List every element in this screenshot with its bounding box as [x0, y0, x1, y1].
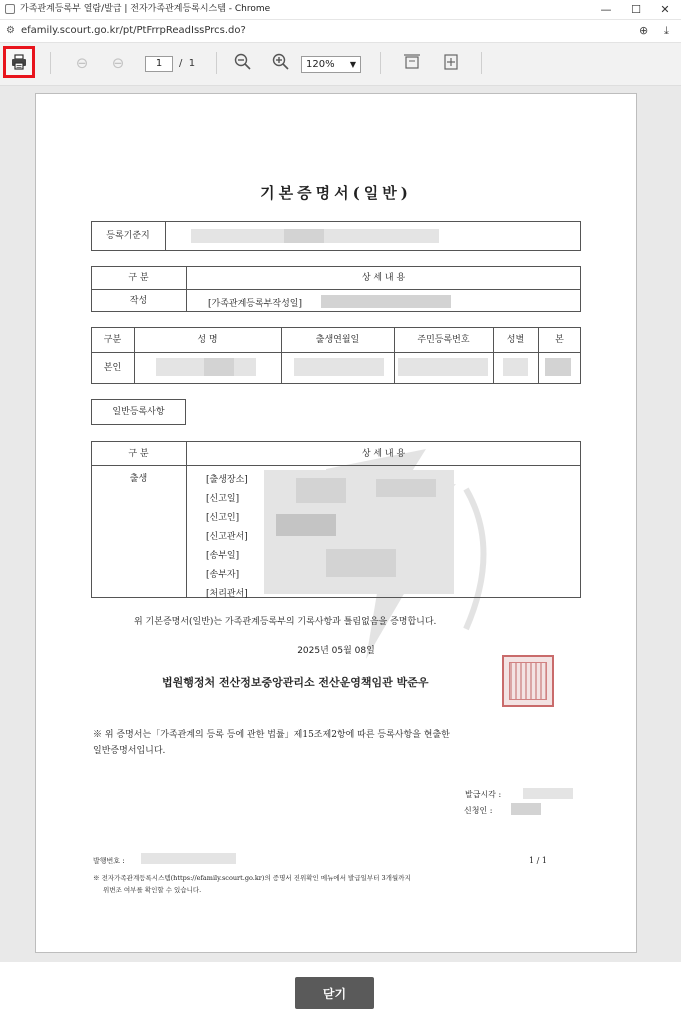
redacted-birth-details [376, 479, 436, 497]
birth-item: [처리관서] [206, 589, 248, 599]
redacted-origin [545, 358, 571, 376]
issue-date: 2025년 05월 08일 [297, 646, 375, 656]
certify-text: 위 기본증명서(일반)는 가족관계등록부의 기록사항과 틀림없음을 증명합니다. [134, 617, 437, 627]
person-header: 주민등록번호 [417, 335, 470, 345]
footer-line2: 위변조 여부를 확인할 수 있습니다. [103, 886, 202, 894]
section1-header-category: 구 분 [128, 273, 149, 283]
registry-label: 등록기준지 [106, 231, 150, 241]
url-text[interactable]: efamily.scourt.go.kr/pt/PtFrrpReadIssPrcs.do? [21, 25, 246, 36]
zoom-in-icon[interactable] [271, 53, 291, 73]
person-row-label: 본인 [103, 363, 122, 373]
birth-item: [출생장소] [206, 475, 248, 485]
bottom-bar [0, 962, 681, 1024]
person-header: 성별 [506, 335, 525, 345]
printer-icon [11, 54, 27, 70]
fit-page-icon[interactable] [441, 53, 461, 73]
birth-label: 출생 [129, 474, 148, 484]
divider [186, 441, 187, 598]
zoom-level-value: 120% [306, 59, 335, 70]
person-header: 본 [555, 335, 564, 345]
person-header: 출생연월일 [315, 335, 360, 345]
address-bar [0, 20, 681, 43]
fit-width-icon[interactable] [402, 53, 422, 73]
redacted-birth-details [296, 478, 346, 503]
redacted-issue-number [141, 853, 236, 864]
document-title: 기본증명서(일반) [260, 184, 412, 202]
general-section-label: 일반등록사항 [112, 407, 165, 417]
redacted-date [321, 295, 451, 308]
window-titlebar [0, 0, 681, 20]
divider [165, 221, 166, 251]
birth-item: [송부일] [206, 551, 240, 561]
window-title: 가족관계등록부 열람/발급 | 전자가족관계등록시스템 - Chrome [20, 4, 271, 14]
next-page-icon[interactable]: ⊖ [111, 54, 125, 72]
previous-page-icon[interactable]: ⊖ [75, 54, 89, 72]
toolbar-divider [216, 52, 217, 74]
notice-line1: ※ 위 증명서는「가족관계의 등록 등에 관한 법률」제15조제2항에 따른 등록사항을 현출한 [93, 730, 450, 740]
minimize-button[interactable]: — [600, 3, 612, 16]
toolbar-divider [380, 52, 381, 74]
close-window-button[interactable]: ✕ [660, 3, 670, 16]
birth-item: [신고관서] [206, 532, 248, 542]
site-settings-icon[interactable]: ⚙ [6, 25, 15, 36]
person-header: 성 명 [197, 335, 218, 345]
divider [91, 465, 581, 466]
pdf-toolbar [0, 43, 681, 86]
redacted-address [191, 229, 286, 243]
certificate-page [35, 93, 637, 953]
footer-line1: ※ 전자가족관계등록시스템(https://efamily.scourt.go.kr)의 증명서 진위확인 메뉴에서 발급일부터 3개월까지 [93, 874, 411, 882]
chevron-down-icon: ▼ [349, 60, 356, 69]
issue-number-label: 발행번호 : [93, 857, 125, 865]
notice-line2: 일반증명서입니다. [93, 746, 166, 756]
section1-row-label: 작성 [129, 296, 148, 306]
document-icon [5, 4, 15, 14]
redacted-birthdate [294, 358, 384, 376]
page-total [179, 56, 195, 72]
redacted-gender [503, 358, 528, 376]
birth-item: [신고인] [206, 513, 240, 523]
issuer: 법원행정처 전산정보중앙관리소 전산운영책임관 박준우 [162, 676, 429, 689]
birth-item: [신고일] [206, 494, 240, 504]
zoom-level-select[interactable] [301, 56, 361, 73]
pdf-viewer[interactable] [0, 86, 681, 962]
page-count: 1 [188, 58, 196, 69]
official-seal [502, 655, 554, 707]
zoom-out-icon[interactable] [233, 53, 253, 73]
redacted-address [284, 229, 324, 243]
redacted-issue-time [523, 788, 573, 799]
page-separator: / [179, 58, 183, 69]
page-number-input[interactable]: 1 [145, 56, 173, 72]
maximize-button[interactable]: ☐ [631, 3, 641, 16]
redacted-birth-details [326, 549, 396, 577]
page-indicator: 1 / 1 [529, 856, 547, 865]
toolbar-divider [481, 52, 482, 74]
redacted-id-number [398, 358, 488, 376]
redacted-applicant [511, 803, 541, 815]
redacted-address [324, 229, 439, 243]
print-button[interactable] [3, 46, 35, 78]
toolbar-divider [50, 52, 51, 74]
applicant-label: 신청인 : [464, 806, 493, 815]
redacted-birth-details [276, 514, 336, 536]
section2-header-category: 구 분 [128, 449, 149, 459]
section1-row-value: [가족관계등록부작성일] [208, 299, 302, 309]
person-header: 구분 [103, 335, 122, 345]
divider [91, 352, 581, 353]
issue-time-label: 발급시각 : [465, 790, 502, 799]
redacted-name [204, 358, 234, 376]
divider [91, 289, 581, 290]
download-icon[interactable]: ⤓ [664, 24, 669, 37]
section1-header-detail: 상 세 내 용 [361, 273, 406, 283]
close-button[interactable]: 닫기 [295, 977, 374, 1009]
zoom-icon[interactable]: ⊕ [639, 24, 649, 37]
section2-header-detail: 상 세 내 용 [361, 449, 406, 459]
birth-item: [송부자] [206, 570, 240, 580]
